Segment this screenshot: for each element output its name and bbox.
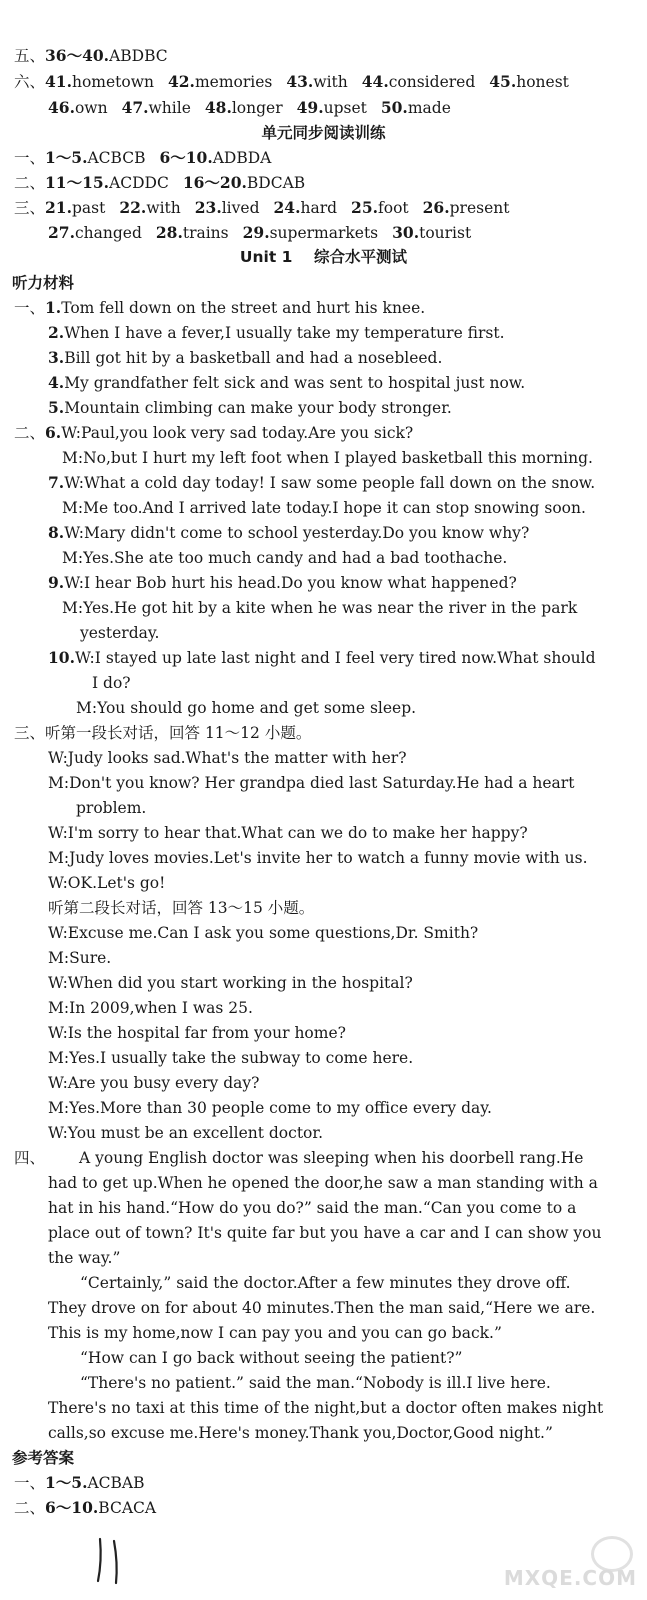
section-prefix: 四、 [14,1149,46,1167]
listening-item [48,322,505,344]
question-number: 50. [380,98,408,117]
answer-word: considered [388,73,476,91]
question-number: 7. [48,473,65,492]
dialogue-line: M:Yes.She ate too much candy and had a bad toothache. [62,549,508,567]
question-number: 42. [167,72,195,91]
section-prefix: 三、 [14,199,46,217]
answer-word: longer [231,99,283,117]
question-number: 46. [48,98,75,117]
section-prefix: 五、 [14,47,46,65]
question-range: 16～20. [182,173,247,192]
reading-row-one [14,147,271,169]
question-number: 23. [194,198,222,217]
answer-word: lived [221,199,260,217]
passage-line: “There's no patient.” said the man.“Nobody is ill.I live here. [80,1374,551,1392]
listening-item [48,347,442,369]
question-range: 1～5. [45,148,88,167]
reading-row-two [14,172,305,194]
answer-word: past [71,199,106,217]
question-number: 25. [351,198,378,217]
answer-row-five [14,45,168,67]
reading-row-three-1 [14,197,509,219]
listening-item [48,397,452,419]
intro-text: 听第一段长对话，回答 11～12 小题。 [45,724,312,742]
passage-line: the way.” [48,1249,121,1267]
question-range: 6～10. [45,1498,99,1517]
key-row-two [14,1497,156,1519]
dialogue-line: M:Yes.I usually take the subway to come here. [48,1049,414,1067]
dialogue-text: W:Mary didn't come to school yesterday.Do you know why? [64,524,530,542]
listening-item [14,297,425,319]
conversation-intro: 听第二段长对话，回答 13～15 小题。 [48,899,315,917]
answer-word: made [407,99,451,117]
question-number: 2. [48,323,65,342]
answer-value: ACBAB [87,1474,145,1492]
dialogue-line: M:In 2009,when I was 25. [48,999,253,1017]
answer-row-six-2 [48,97,451,119]
question-number: 45. [489,72,517,91]
dialogue-line: W:I'm sorry to hear that.What can we do to make her happy? [48,824,528,842]
answer-word: while [148,99,191,117]
key-row-one [14,1472,145,1494]
dialogue-line: M:Judy loves movies.Let's invite her to watch a funny movie with us. [48,849,588,867]
question-number: 47. [121,98,149,117]
section-prefix: 三、 [14,724,46,742]
answer-value: BCACA [98,1499,157,1517]
question-number: 9. [48,573,65,592]
dialogue-line [48,572,517,594]
question-number: 28. [155,223,183,242]
dialogue-line: W:When did you start working in the hospital? [48,974,413,992]
question-number: 30. [392,223,420,242]
dialogue-line: M:Sure. [48,949,112,967]
section-prefix: 一、 [14,299,46,317]
dialogue-line: W:Excuse me.Can I ask you some questions,Dr. Smith? [48,924,479,942]
dialogue-text: W:I hear Bob hurt his head.Do you know what happened? [64,574,517,592]
passage-line: had to get up.When he opened the door,he saw a man standing with a [48,1174,598,1192]
passage-line: They drove on for about 40 minutes.Then the man said,“Here we are. [48,1299,596,1317]
answer-word: upset [323,99,367,117]
question-number: 21. [45,198,72,217]
sentence-text: Bill got hit by a basketball and had a nosebleed. [64,349,443,367]
answer-word: foot [378,199,409,217]
dialogue-line: I do? [92,674,131,692]
passage-line: There's no taxi at this time of the night,but a doctor often makes night [48,1399,604,1417]
question-number: 27. [48,223,75,242]
answer-value: ACBCB [87,149,146,167]
passage-line: This is my home,now I can pay you and you can go back.” [48,1324,502,1342]
answer-word: hard [300,199,338,217]
question-number: 44. [361,72,389,91]
answer-word: tourist [419,224,472,242]
handwritten-page-number [92,1535,128,1585]
dialogue-line: M:No,but I hurt my left foot when I played basketball this morning. [62,449,593,467]
passage-line: “Certainly,” said the doctor.After a few minutes they drove off. [80,1274,571,1292]
answer-word: supermarkets [269,224,379,242]
answer-word: with [313,73,348,91]
section-prefix: 二、 [14,424,46,442]
dialogue-line: M:You should go home and get some sleep. [76,699,417,717]
watermark-logo [503,1536,641,1594]
dialogue-line: yesterday. [80,624,160,642]
question-number: 22. [119,198,147,217]
listening-item [48,372,525,394]
sentence-text: Mountain climbing can make your body stronger. [64,399,452,417]
passage-line: “How can I go back without seeing the patient?” [80,1349,463,1367]
dialogue-text: W:Paul,you look very sad today.Are you sick? [61,424,414,442]
answer-value: ACDDC [109,174,169,192]
section-prefix: 一、 [14,1474,46,1492]
question-range: 1～5. [45,1473,88,1492]
answer-word: own [74,99,108,117]
question-number: 3. [48,348,65,367]
question-number: 48. [204,98,232,117]
answer-word: changed [74,224,142,242]
question-number: 5. [48,398,65,417]
dialogue-text: W:What a cold day today! I saw some people fall down on the snow. [64,474,596,492]
passage-line: place out of town? It's quite far but you have a car and I can show you [48,1224,602,1242]
sentence-text: When I have a fever,I usually take my temperature first. [64,324,505,342]
answer-word: with [146,199,181,217]
dialogue-line: M:Yes.More than 30 people come to my office every day. [48,1099,492,1117]
question-number: 43. [286,72,314,91]
question-number: 24. [273,198,301,217]
question-number: 26. [422,198,450,217]
section-prefix: 二、 [14,174,46,192]
dialogue-line: W:You must be an excellent doctor. [48,1124,324,1142]
section-prefix: 二、 [14,1499,46,1517]
listening-heading: 听力材料 [12,274,75,292]
question-number: 1. [45,298,62,317]
sentence-text: My grandfather felt sick and was sent to hospital just now. [64,374,526,392]
question-number: 8. [48,523,65,542]
section-prefix: 六、 [14,73,46,91]
question-number: 10. [48,648,75,667]
conversation-intro [14,722,311,744]
sentence-text: Tom fell down on the street and hurt his knee. [61,299,426,317]
dialogue-line [48,647,596,669]
dialogue-line [48,472,595,494]
passage-line: hat in his hand.“How do you do?” said the man.“Can you come to a [48,1199,577,1217]
answer-word: hometown [71,73,154,91]
answer-row-six-1 [14,71,569,93]
question-range: 11～15. [45,173,110,192]
dialogue-text: W:I stayed up late last night and I feel very tired now.What should [74,649,596,667]
answer-word: present [449,199,510,217]
question-number: 6. [45,423,62,442]
answer-word: trains [182,224,229,242]
question-range: 6～10. [159,148,213,167]
key-heading: 参考答案 [12,1449,75,1467]
dialogue-line [48,522,529,544]
passage-line [14,1147,584,1169]
dialogue-line: M:Don't you know? Her grandpa died last Saturday.He had a heart [48,774,575,792]
dialogue-line: W:Judy looks sad.What's the matter with her? [48,749,407,767]
reading-heading: 单元同步阅读训练 [261,124,386,142]
passage-line: calls,so excuse me.Here's money.Thank you,Doctor,Good night.” [48,1424,553,1442]
answer-value: ADBDA [212,149,272,167]
dialogue-line: M:Me too.And I arrived late today.I hope it can stop snowing soon. [62,499,586,517]
question-number: 4. [48,373,65,392]
question-range: 36～40. [45,46,110,65]
dialogue-line: W:Is the hospital far from your home? [48,1024,346,1042]
question-number: 49. [296,98,324,117]
answer-value: ABDBC [109,47,168,65]
dialogue-line: W:OK.Let's go! [48,874,166,892]
answer-value: BDCAB [246,174,306,192]
question-number: 41. [45,72,72,91]
question-number: 29. [242,223,270,242]
answer-word: memories [194,73,273,91]
dialogue-line: M:Yes.He got hit by a kite when he was near the river in the park [62,599,578,617]
reading-row-three-2 [48,222,471,244]
unit-title: Unit 1 [239,248,293,266]
unit-heading [0,246,647,268]
dialogue-line [14,422,413,444]
watermark-text: MXQE.COM [503,1566,637,1590]
dialogue-line: W:Are you busy every day? [48,1074,260,1092]
passage-text: A young English doctor was sleeping when his doorbell rang.He [79,1149,584,1167]
unit-subtitle: 综合水平测试 [314,248,408,266]
section-prefix: 一、 [14,149,46,167]
answer-word: honest [516,73,569,91]
dialogue-line: problem. [76,799,147,817]
